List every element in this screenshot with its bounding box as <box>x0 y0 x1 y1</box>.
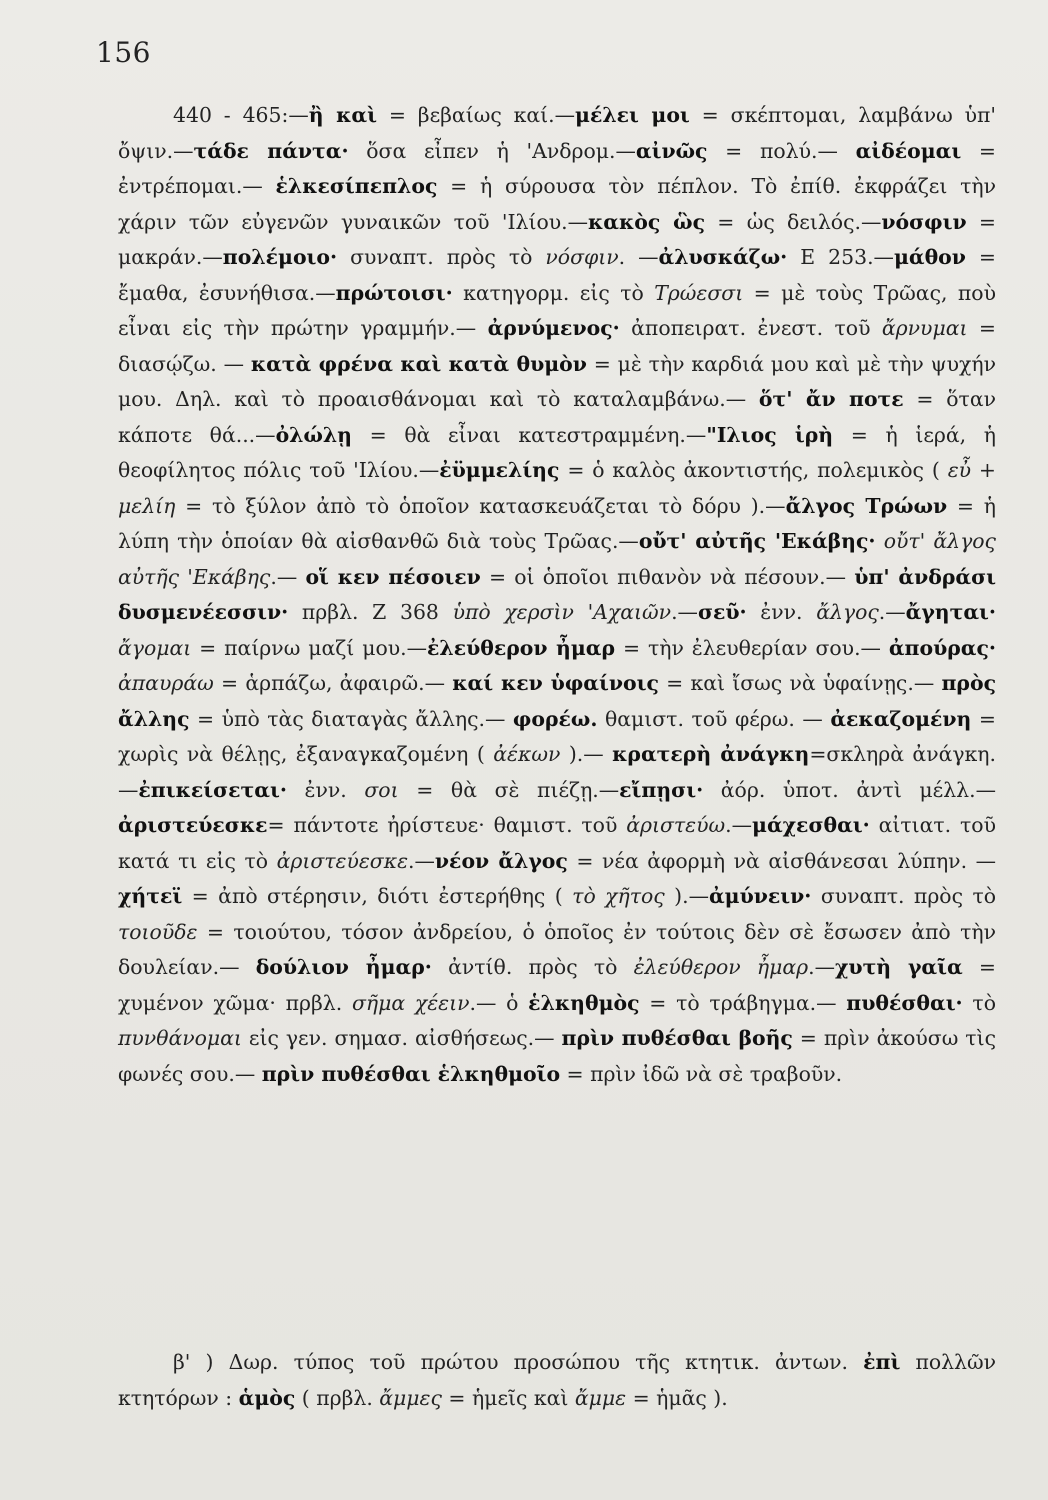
commentary-quote: ἀέκων <box>493 742 561 766</box>
commentary-lemma: ὀλώλῃ <box>275 422 352 447</box>
page-number: 156 <box>96 36 151 69</box>
note-lemma: ἁμὸς <box>238 1385 296 1410</box>
commentary-text: = ὁ καλὸς ἀκοντιστής, πολεμικὸς ( <box>559 458 948 482</box>
commentary-text: Ε 253.— <box>787 245 894 269</box>
commentary-lemma: ἐπικείσεται· <box>138 777 287 802</box>
note-text: πολλῶν κτητόρων : <box>118 1350 996 1410</box>
commentary-quote: τοιοῦδε <box>118 919 198 944</box>
commentary-lemma: κρατερὴ ἀνάγκη <box>612 742 810 766</box>
commentary-lemma: ἑλκεσίπεπλος <box>275 174 438 198</box>
commentary-text: = ὑπὸ τὰς διαταγὰς ἄλλης.— <box>189 706 513 731</box>
commentary-text: = θὰ σὲ πιέζῃ.— <box>398 777 620 802</box>
commentary-text: =σκληρὰ ἀνάγκη.— <box>118 742 996 802</box>
commentary-text: τὸ <box>962 990 996 1015</box>
commentary-text: = μακράν.— <box>118 209 996 269</box>
commentary-lemma: ἑλκηθμὸς <box>528 990 640 1015</box>
commentary-lemma: "Ιλιος ἱρὴ <box>706 422 834 447</box>
note-text: = ἡμᾶς ). <box>626 1385 728 1410</box>
commentary-text: = καὶ ἴσως νὰ ὑφαίνῃς.— <box>658 671 942 695</box>
commentary-quote: ὑπὸ χερσὶν 'Αχαιῶν <box>452 600 672 624</box>
commentary-lemma: χήτεϊ <box>118 884 183 908</box>
note-quote: ἄμμε <box>574 1385 627 1410</box>
commentary-text: .— <box>808 955 836 979</box>
commentary-text: + <box>971 458 996 482</box>
commentary-lemma: ἀπούρας· <box>888 635 996 660</box>
commentary-text: = βεβαίως καί.— <box>376 103 576 127</box>
commentary-lemma: ἐλεύθερον ἦμαρ <box>427 635 616 660</box>
commentary-text: = ἡ λύπη τὴν ὁποίαν θὰ αἰσθανθῶ διὰ τοὺς Τρῶας.— <box>118 493 996 553</box>
commentary-lemma: πρώτοισι· <box>335 280 453 305</box>
commentary-lemma: νόσφιν <box>881 209 967 234</box>
commentary-lemma: μάχεσθαι· <box>752 813 870 837</box>
commentary-text: = ἐντρέπομαι.— <box>118 138 997 198</box>
commentary-text: = ὡς δειλός.— <box>705 209 882 234</box>
commentary-quote: σῆμα χέειν <box>351 990 470 1015</box>
commentary-quote: πυνθάνομαι <box>118 1026 242 1050</box>
commentary-text: πρβλ. Ζ 368 <box>288 600 453 624</box>
commentary-lemma: καί κεν ὑφαίνοις <box>452 671 659 695</box>
commentary-lemma: οἵ κεν πέσοιεν <box>305 564 481 589</box>
commentary-text: αἰτιατ. τοῦ κατά τι εἰς τὸ <box>118 813 996 873</box>
commentary-lemma: μέλει μοι <box>575 103 690 127</box>
commentary-text: ).— <box>664 884 709 908</box>
commentary-text: = τὸ ξύλον ἀπὸ τὸ ὁποῖον κατασκευάζεται τὸ δόρυ ).— <box>175 493 786 518</box>
commentary-text: = πρὶν ἀκούσω τὶς φωνές σου.— <box>118 1026 997 1086</box>
commentary-text: = μὲ τοὺς Τρῶας, ποὺ εἶναι εἰς τὴν πρώτην γραμμήν.— <box>118 280 996 340</box>
commentary-text: ἐνν. <box>286 777 365 802</box>
note-lemma: ἐπὶ <box>863 1350 901 1374</box>
commentary-text: = θὰ εἶναι κατεστραμμένη.— <box>352 422 707 447</box>
commentary-quote: σοι <box>364 777 399 802</box>
commentary-text: ἐνν. <box>746 600 817 624</box>
commentary-text: = χυμένον χῶμα· πρβλ. <box>118 955 996 1015</box>
commentary-text: συναπτ. πρὸς τὸ <box>811 884 996 908</box>
commentary-text: .— <box>725 813 753 837</box>
commentary-quote: ἄλγος <box>816 600 879 624</box>
commentary-text: = σκέπτομαι, λαμβάνω ὑπ' ὄψιν.— <box>118 103 997 163</box>
commentary-text: .— <box>408 848 435 873</box>
commentary-lemma: κατὰ φρένα καὶ κατὰ θυμὸν <box>250 351 587 376</box>
commentary-lemma: ἢ καὶ <box>308 103 377 127</box>
commentary-lemma: κακὸς ὣς <box>588 209 706 234</box>
commentary-text: = ἔμαθα, ἐσυνήθισα.— <box>118 245 997 305</box>
commentary-lemma: ἀριστεύεσκε <box>118 813 268 837</box>
commentary-quote: μελίη <box>118 493 176 518</box>
commentary-text: = ὅταν κάποτε θά...— <box>118 387 996 447</box>
commentary-quote: ἀριστεύω <box>626 813 726 837</box>
commentary-lemma: ἀμύνειν· <box>708 884 812 908</box>
commentary-text: ἀόρ. ὑποτ. ἀντὶ μέλλ.— <box>703 777 996 802</box>
commentary-lemma: ὅτ' ἄν ποτε <box>758 387 904 411</box>
commentary-lemma: αἰδέομαι <box>855 138 962 163</box>
commentary-text: = χωρὶς νὰ θέλῃς, ἐξαναγκαζομένη ( <box>118 706 996 766</box>
commentary-text: .— <box>671 600 698 624</box>
commentary-text: .— <box>270 564 306 589</box>
commentary-lemma: χυτὴ γαῖα <box>835 955 963 979</box>
commentary-quote: εὖ <box>947 458 972 482</box>
commentary-lemma: ἄλγος Τρώων <box>785 493 948 518</box>
commentary-text: = τὸ τράβηγμα.— <box>639 990 847 1015</box>
commentary-text: ἀποπειρατ. ἐνεστ. τοῦ <box>619 316 882 340</box>
commentary-lemma: τάδε πάντα· <box>193 138 349 163</box>
commentary-lemma: ἐϋμμελίης <box>439 458 560 482</box>
commentary-text: = μὲ τὴν καρδιά μου καὶ μὲ τὴν ψυχήν μου. Δηλ. καὶ τὸ προαισθάνομαι καὶ τὸ καταλαμβάνω.— <box>118 351 996 411</box>
commentary-lemma: οὔτ' αὐτῆς 'Εκάβης· <box>638 529 876 553</box>
commentary-lemma: πυθέσθαι· <box>846 990 963 1015</box>
commentary-lemma: πρὸς ἄλλης <box>118 671 996 731</box>
commentary-quote: ἀριστεύεσκε <box>276 848 409 873</box>
commentary-text: ἀντίθ. πρὸς τὸ <box>431 955 634 979</box>
commentary-lemma: μάθον <box>893 245 966 269</box>
commentary-text: κατηγορμ. εἰς τὸ <box>452 280 655 305</box>
commentary-text: συναπτ. πρὸς τὸ <box>337 245 546 269</box>
commentary-lemma: δούλιον ἦμαρ· <box>255 955 432 979</box>
commentary-quote: ἄγομαι <box>118 635 192 660</box>
commentary-text: = παίρνω μαζί μου.— <box>191 635 427 660</box>
commentary-lemma: πρὶν πυθέσθαι βοῆς <box>561 1026 793 1050</box>
note-text: = ἡμεῖς καὶ <box>441 1385 575 1410</box>
commentary-lemma: ὑπ' ἀνδράσι δυσμενέεσσιν· <box>118 564 996 624</box>
note-text: β' ) Δωρ. τύπος τοῦ πρώτου προσώπου τῆς κτητικ. ἀντων. <box>173 1350 864 1374</box>
commentary-lemma: φορέω. <box>512 706 598 731</box>
commentary-text: = ἡ ἱερά, ἡ θεοφίλητος πόλις τοῦ 'Ιλίου.— <box>118 422 996 482</box>
commentary-text: = ἁρπάζω, ἀφαιρῶ.— <box>213 671 453 695</box>
commentary-lemma: σεῦ· <box>697 600 747 624</box>
commentary-quote: νόσφιν <box>545 245 619 269</box>
commentary-lemma: εἴπῃσι· <box>619 777 704 802</box>
commentary-text: .— ὁ <box>469 990 529 1015</box>
commentary-quote: Τρώεσσι <box>654 280 744 305</box>
commentary-lemma: ἀρνύμενος· <box>487 316 620 340</box>
commentary-quote: ἄρνυμαι <box>881 316 968 340</box>
commentary-lemma: πρὶν πυθέσθαι ἑλκηθμοῖο <box>261 1061 561 1086</box>
note-quote: ἄμμες <box>379 1385 442 1410</box>
commentary-text: . — <box>618 245 659 269</box>
commentary-text: θαμιστ. τοῦ φέρω. — <box>597 706 831 731</box>
commentary-lemma: ἀλυσκάζω· <box>658 245 788 269</box>
commentary-text: ὅσα εἶπεν ἡ 'Ανδρομ.— <box>348 138 636 163</box>
commentary-lemma: αἰνῶς <box>635 138 708 163</box>
commentary-text: = τοιούτου, τόσον ἀνδρείου, ὁ ὁποῖος ἐν τούτοις δὲν σὲ ἔσωσεν ἀπὸ τὴν δουλείαν.— <box>118 919 996 979</box>
note-text: ( πρβλ. <box>295 1385 380 1410</box>
commentary-text: = ἡ σύρουσα τὸν πέπλον. Τὸ ἐπίθ. ἐκφράζει τὴν χάριν τῶν εὐγενῶν γυναικῶν τοῦ 'Ιλίου.— <box>118 174 997 234</box>
commentary-text: = ἀπὸ στέρησιν, διότι ἐστερήθης ( <box>182 884 573 908</box>
commentary-text <box>876 529 884 553</box>
commentary-lemma: ἀεκαζομένη <box>830 706 972 731</box>
commentary-quote: ἀπαυράω <box>118 671 214 695</box>
commentary-text: = νέα ἀφορμὴ νὰ αἰσθάνεσαι λύπην. — <box>567 848 996 873</box>
commentary-text: εἰς γεν. σημασ. αἰσθήσεως.— <box>241 1026 562 1050</box>
commentary-text: ).— <box>560 742 613 766</box>
commentary-text: = τὴν ἐλευθερίαν σου.— <box>615 635 889 660</box>
commentary-text: .— <box>878 600 906 624</box>
commentary-paragraph <box>118 98 996 1092</box>
commentary-quote: οὔτ' ἄλγος αὐτῆς 'Εκάβης <box>118 529 996 589</box>
commentary-text: = οἱ ὁποῖοι πιθανὸν νὰ πέσουν.— <box>480 564 855 589</box>
footnote-paragraph <box>118 1345 996 1416</box>
commentary-lemma: νέον ἄλγος <box>434 848 568 873</box>
commentary-quote: τὸ χῆτος <box>572 884 665 908</box>
commentary-quote: ἐλεύθερον ἦμαρ <box>633 955 809 979</box>
commentary-text: = διασῴζω. — <box>118 316 996 376</box>
commentary-lemma: πολέμοιο· <box>222 245 338 269</box>
commentary-text: = πολύ.— <box>707 138 856 163</box>
commentary-text: 440 - 465:— <box>173 103 309 127</box>
commentary-text: = πάντοτε ἠρίστευε· θαμιστ. τοῦ <box>267 813 627 837</box>
commentary-lemma: ἄγηται· <box>905 600 996 624</box>
commentary-text: = πρὶν ἰδῶ νὰ σὲ τραβοῦν. <box>560 1061 843 1086</box>
